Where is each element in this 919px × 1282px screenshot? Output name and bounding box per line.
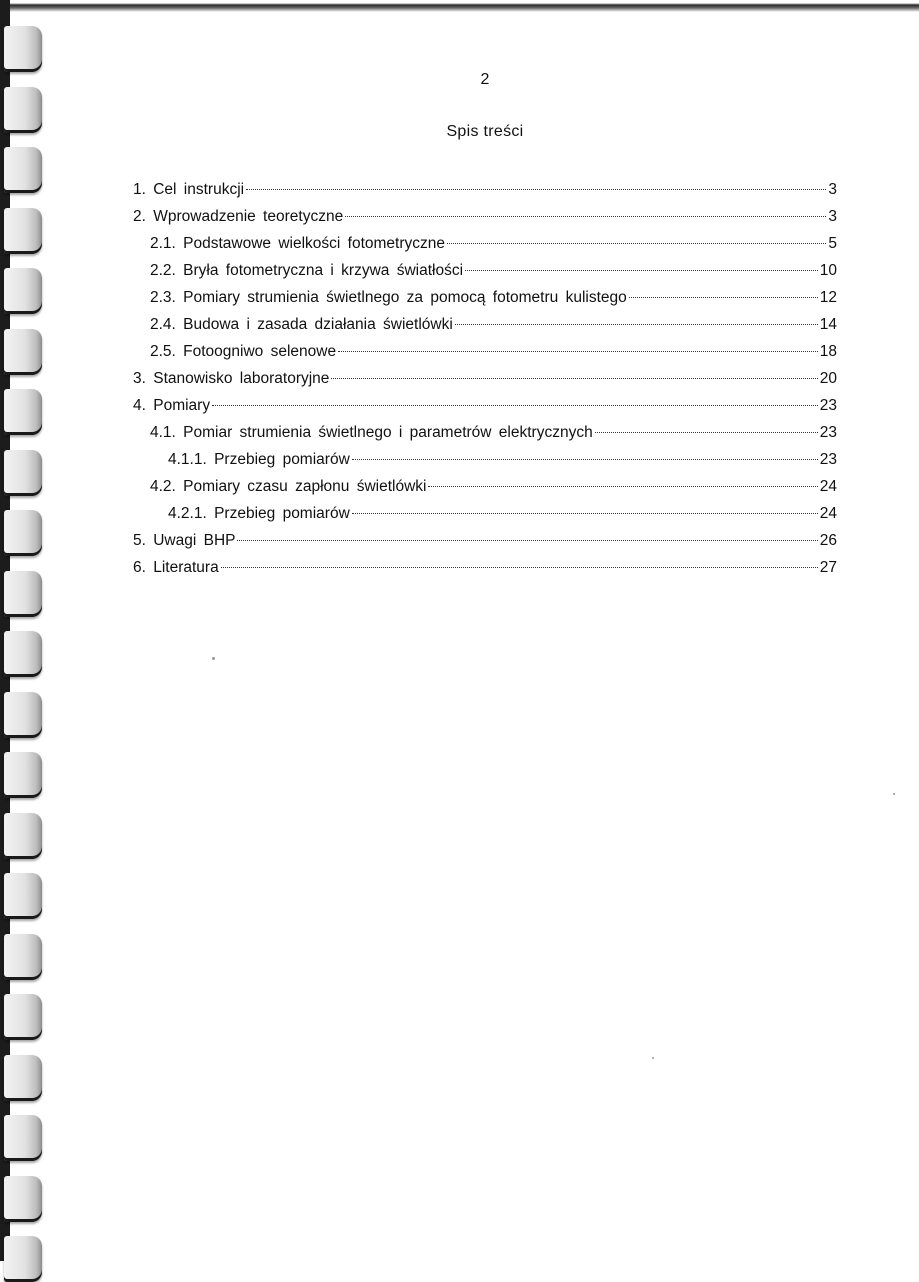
toc-entry-page: 5 — [828, 235, 837, 252]
binding-ring — [4, 26, 42, 72]
toc-entry-page: 23 — [819, 424, 837, 441]
paper-speck — [652, 1057, 654, 1059]
toc-entry-page: 3 — [828, 181, 837, 198]
toc-dot-leader — [237, 539, 817, 541]
binding-ring — [4, 450, 42, 496]
toc-entry-label: 1. Cel instrukcji — [133, 181, 245, 198]
binding-ring — [4, 571, 42, 617]
binding-ring — [4, 208, 42, 254]
binding-ring — [4, 1115, 42, 1161]
toc-entry — [133, 419, 837, 446]
binding-ring — [4, 1176, 42, 1222]
toc-entry — [133, 554, 837, 581]
spiral-binding — [0, 0, 50, 1261]
binding-ring — [4, 329, 42, 375]
toc-dot-leader — [629, 296, 818, 298]
toc-entry-page: 20 — [819, 370, 837, 387]
toc-entry — [133, 365, 837, 392]
binding-ring — [4, 692, 42, 738]
toc-entry-label: 5. Uwagi BHP — [133, 532, 236, 549]
toc-dot-leader — [221, 566, 818, 568]
toc-entry — [133, 473, 837, 500]
toc-entry-label: 4. Pomiary — [133, 397, 211, 414]
binding-ring — [4, 389, 42, 435]
toc-dot-leader — [331, 377, 817, 379]
toc-entry-page: 23 — [819, 451, 837, 468]
binding-ring — [4, 1055, 42, 1101]
toc-dot-leader — [595, 431, 818, 433]
toc-entry-page: 3 — [828, 208, 837, 225]
toc-entry-page: 14 — [819, 316, 837, 333]
toc-entry-label: 4.1.1. Przebieg pomiarów — [168, 451, 350, 468]
toc-entry — [133, 311, 837, 338]
toc-entry-label: 6. Literatura — [133, 559, 219, 576]
toc-dot-leader — [345, 215, 826, 217]
toc-entry-label: 4.2.1. Przebieg pomiarów — [168, 505, 350, 522]
binding-ring — [4, 813, 42, 859]
toc-entry — [133, 500, 837, 527]
toc-entry-page: 12 — [819, 289, 837, 306]
toc-entry-label: 2.4. Budowa i zasada działania świetlówki — [150, 316, 453, 333]
toc-dot-leader — [465, 269, 818, 271]
toc-title: Spis treści — [446, 123, 524, 140]
page-number: 2 — [480, 71, 490, 88]
toc-entry-label: 2. Wprowadzenie teoretyczne — [133, 208, 344, 225]
table-of-contents — [133, 176, 837, 581]
toc-entry-page: 26 — [819, 532, 837, 549]
toc-entry-page: 24 — [819, 478, 837, 495]
binding-ring — [4, 752, 42, 798]
toc-entry-label: 2.5. Fotoogniwo selenowe — [150, 343, 337, 360]
page-top-edge — [0, 0, 919, 14]
toc-entry — [133, 284, 837, 311]
toc-dot-leader — [428, 485, 817, 487]
toc-entry-label: 4.1. Pomiar strumienia świetlnego i parametrów elektrycznych — [150, 424, 593, 441]
toc-dot-leader — [352, 458, 818, 460]
toc-entry — [133, 338, 837, 365]
toc-entry-page: 10 — [819, 262, 837, 279]
toc-entry-page: 23 — [819, 397, 837, 414]
toc-dot-leader — [246, 188, 826, 190]
toc-entry — [133, 446, 837, 473]
toc-entry-label: 2.1. Podstawowe wielkości fotometryczne — [150, 235, 446, 252]
toc-entry-label: 2.2. Bryła fotometryczna i krzywa światłości — [150, 262, 464, 279]
binding-ring — [4, 147, 42, 193]
binding-ring — [4, 268, 42, 314]
toc-entry — [133, 392, 837, 419]
paper-speck — [893, 793, 895, 795]
toc-entry-page: 27 — [819, 559, 837, 576]
paper-speck — [212, 657, 215, 660]
binding-ring — [4, 510, 42, 556]
toc-entry — [133, 203, 837, 230]
toc-entry-page: 18 — [819, 343, 837, 360]
toc-entry-label: 4.2. Pomiary czasu zapłonu świetlówki — [150, 478, 427, 495]
toc-entry-label: 2.3. Pomiary strumienia świetlnego za pomocą fotometru kulistego — [150, 289, 627, 306]
binding-ring — [4, 934, 42, 980]
binding-ring — [4, 873, 42, 919]
toc-dot-leader — [447, 242, 826, 244]
toc-entry — [133, 257, 837, 284]
toc-entry — [133, 176, 837, 203]
binding-ring — [4, 994, 42, 1040]
toc-dot-leader — [338, 350, 818, 352]
toc-dot-leader — [352, 512, 818, 514]
toc-dot-leader — [212, 404, 818, 406]
toc-entry — [133, 527, 837, 554]
binding-ring — [4, 1236, 42, 1282]
toc-entry-page: 24 — [819, 505, 837, 522]
toc-dot-leader — [455, 323, 818, 325]
binding-ring — [4, 631, 42, 677]
toc-entry-label: 3. Stanowisko laboratoryjne — [133, 370, 330, 387]
toc-entry — [133, 230, 837, 257]
